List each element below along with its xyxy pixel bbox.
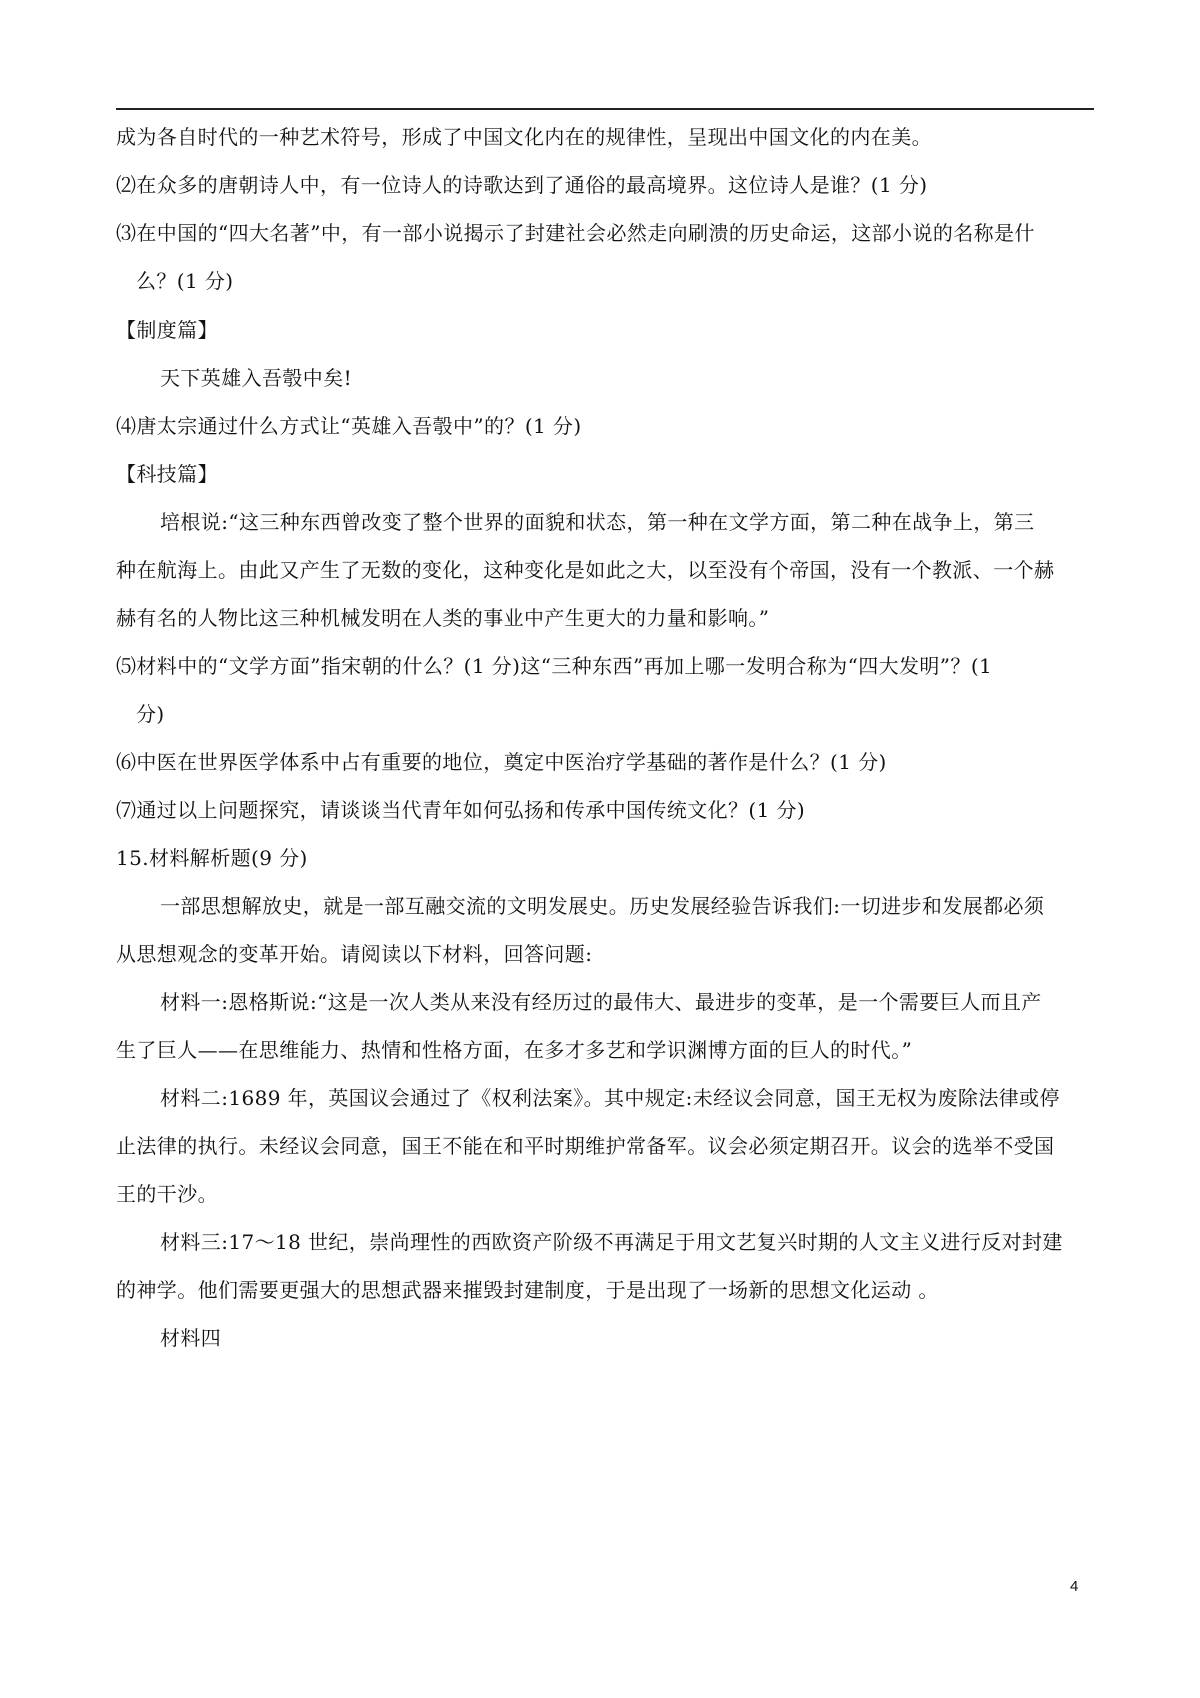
material-3: 材料三:17～18 世纪，崇尚理性的西欧资产阶级不再满足于用文艺复兴时期的人文主义进行反对封建: [160, 1230, 1063, 1254]
question-4: ⑷唐太宗通过什么方式让“英雄入吾彀中”的？(1 分): [116, 414, 582, 438]
question-6: ⑹中医在世界医学体系中占有重要的地位，奠定中医治疗学基础的著作是什么？(1 分): [116, 750, 887, 774]
text-line: 天下英雄入吾彀中矣!: [160, 366, 353, 390]
material-4: 材料四: [160, 1326, 222, 1350]
text-line: 么？(1 分): [136, 269, 234, 293]
text-line: 王的干沙。: [116, 1182, 218, 1206]
question-3: ⑶在中国的“四大名著”中，有一部小说揭示了封建社会必然走向刷溃的历史命运，这部小说的名称是什: [116, 221, 1035, 245]
text-line: 一部思想解放史，就是一部互融交流的文明发展史。历史发展经验告诉我们:一切进步和发展都必须: [160, 894, 1045, 918]
text-line: 培根说:“这三种东西曾改变了整个世界的面貌和状态，第一种在文学方面，第二种在战争上，第三: [160, 510, 1035, 534]
question-15-heading: 15.材料解析题(9 分): [116, 846, 308, 870]
question-7: ⑺通过以上问题探究，请谈谈当代青年如何弘扬和传承中国传统文化？(1 分): [116, 798, 806, 822]
page-number: 4: [1070, 1578, 1079, 1595]
text-line: 的神学。他们需要更强大的思想武器来摧毁封建制度，于是出现了一场新的思想文化运动 。: [116, 1278, 939, 1302]
text-line: 赫有名的人物比这三种机械发明在人类的事业中产生更大的力量和影响。”: [116, 606, 770, 630]
section-heading-tech: 【科技篇】: [116, 462, 218, 486]
text-line: 种在航海上。由此又产生了无数的变化，这种变化是如此之大，以至没有个帝国，没有一个教派、一个赫: [116, 558, 1055, 582]
text-line: 从思想观念的变革开始。请阅读以下材料，回答问题:: [116, 942, 593, 966]
material-1: 材料一:恩格斯说:“这是一次人类从来没有经历过的最伟大、最进步的变革，是一个需要巨人而且产: [160, 990, 1042, 1014]
question-2: ⑵在众多的唐朝诗人中，有一位诗人的诗歌达到了通俗的最高境界。这位诗人是谁？(1 分): [116, 173, 928, 197]
text-line: 成为各自时代的一种艺术符号，形成了中国文化内在的规律性，呈现出中国文化的内在美。: [116, 125, 932, 149]
question-5: ⑸材料中的“文学方面”指宋朝的什么？(1 分)这“三种东西”再加上哪一发明合称为“四大发明”？(1: [116, 654, 993, 678]
text-line: 止法律的执行。未经议会同意，国王不能在和平时期维护常备军。议会必须定期召开。议会的选举不受国: [116, 1134, 1055, 1158]
section-heading-system: 【制度篇】: [116, 318, 218, 342]
text-line: 生了巨人——在思维能力、热情和性格方面，在多才多艺和学识渊博方面的巨人的时代。”: [116, 1038, 913, 1062]
text-line: 分): [136, 702, 165, 726]
header-rule: [116, 108, 1094, 110]
material-2: 材料二:1689 年，英国议会通过了《权利法案》。其中规定:未经议会同意，国王无权为废除法律或停: [160, 1086, 1060, 1110]
